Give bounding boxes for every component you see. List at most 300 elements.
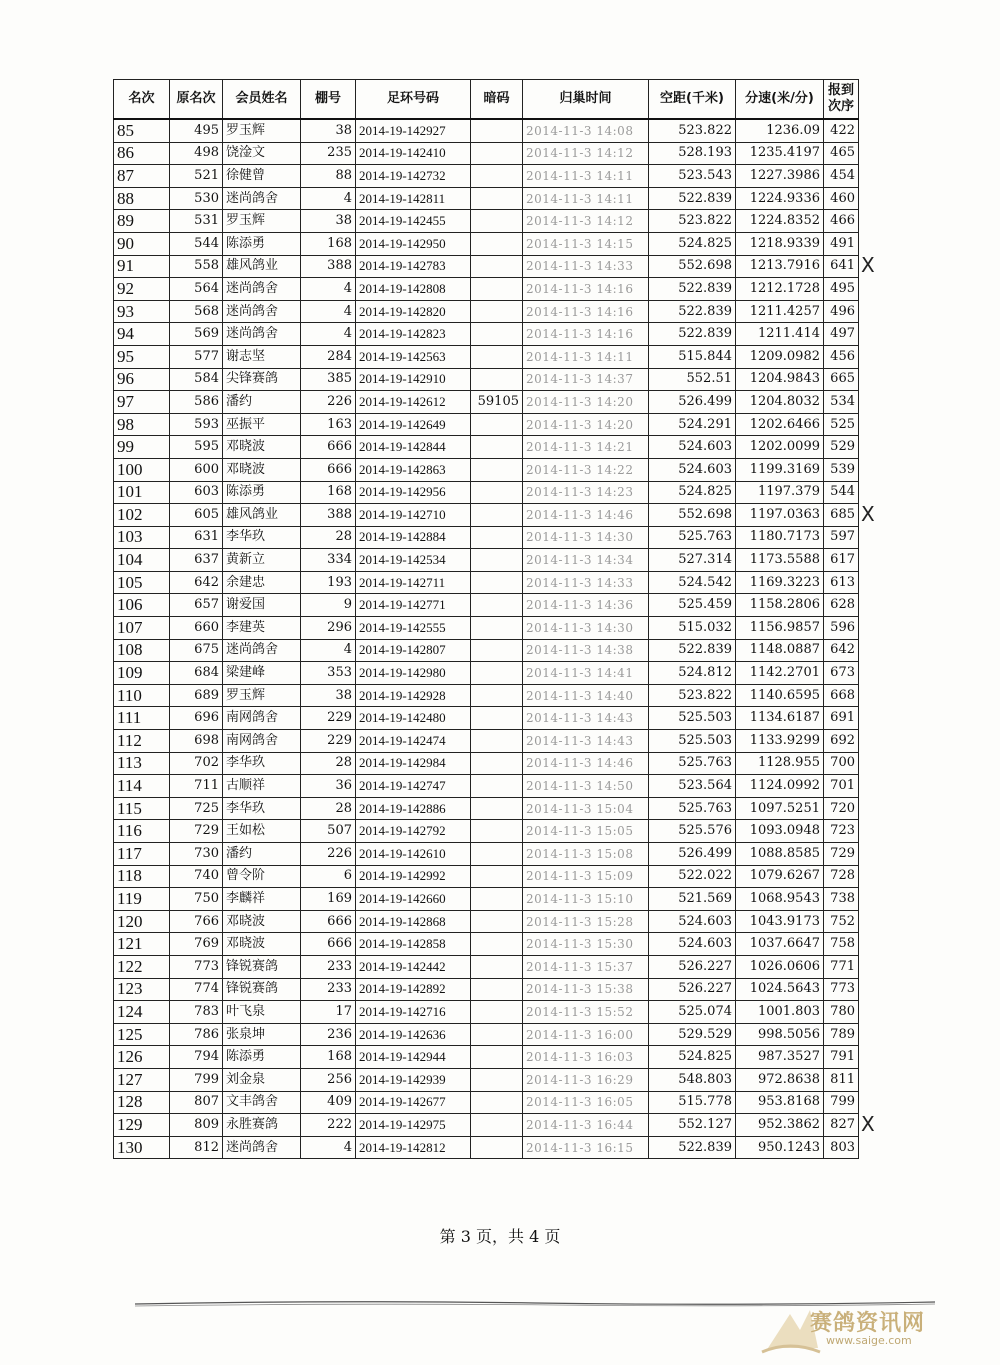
- row-time: 2014-11-3 15:52: [523, 1001, 649, 1024]
- row-rank: 93: [114, 300, 170, 323]
- row-rank: 92: [114, 278, 170, 301]
- row-speed: 1097.5251: [736, 797, 824, 820]
- header-time: 归巢时间: [523, 80, 649, 120]
- row-speed: 1173.5588: [736, 549, 824, 572]
- row-time: 2014-11-3 14:43: [523, 707, 649, 730]
- table-row: [114, 594, 859, 617]
- row-shed: 388: [301, 255, 356, 278]
- row-report: 539: [824, 458, 859, 481]
- row-report: 465: [824, 142, 859, 165]
- row-member: 雄风鸽业: [223, 504, 301, 527]
- table-row: [114, 1136, 859, 1159]
- row-ring: 2014-19-142868: [356, 910, 471, 933]
- row-orig-rank: 544: [170, 232, 223, 255]
- row-rank: 110: [114, 684, 170, 707]
- row-orig-rank: 568: [170, 300, 223, 323]
- row-report: 803: [824, 1136, 859, 1159]
- row-shed: 235: [301, 142, 356, 165]
- row-code: [471, 504, 523, 527]
- row-rank: 96: [114, 368, 170, 391]
- row-orig-rank: 702: [170, 752, 223, 775]
- row-orig-rank: 696: [170, 707, 223, 730]
- row-orig-rank: 498: [170, 142, 223, 165]
- row-distance: 529.529: [649, 1023, 736, 1046]
- row-distance: 525.074: [649, 1001, 736, 1024]
- row-rank: 108: [114, 639, 170, 662]
- row-shed: 666: [301, 436, 356, 459]
- table-row: [114, 210, 859, 233]
- row-rank: 100: [114, 458, 170, 481]
- table-row: [114, 865, 859, 888]
- row-distance: 523.822: [649, 210, 736, 233]
- row-speed: 1043.9173: [736, 910, 824, 933]
- row-distance: 515.844: [649, 345, 736, 368]
- row-rank: 88: [114, 187, 170, 210]
- row-rank: 123: [114, 978, 170, 1001]
- row-member: 南网鸽舍: [223, 707, 301, 730]
- row-report: 827: [824, 1114, 859, 1137]
- row-member: 南网鸽舍: [223, 730, 301, 753]
- row-rank: 104: [114, 549, 170, 572]
- row-ring: 2014-19-142410: [356, 142, 471, 165]
- row-report: 641: [824, 255, 859, 278]
- table-row: [114, 820, 859, 843]
- row-rank: 101: [114, 481, 170, 504]
- row-orig-rank: 605: [170, 504, 223, 527]
- row-shed: 163: [301, 413, 356, 436]
- row-speed: 1068.9543: [736, 888, 824, 911]
- row-orig-rank: 786: [170, 1023, 223, 1046]
- row-distance: 552.127: [649, 1114, 736, 1137]
- row-shed: 229: [301, 730, 356, 753]
- row-orig-rank: 660: [170, 617, 223, 640]
- row-rank: 117: [114, 843, 170, 866]
- row-time: 2014-11-3 14:46: [523, 504, 649, 527]
- row-ring: 2014-19-142610: [356, 843, 471, 866]
- row-member: 曾令阶: [223, 865, 301, 888]
- row-member: 迷尚鸽舍: [223, 187, 301, 210]
- row-ring: 2014-19-142808: [356, 278, 471, 301]
- row-report: 613: [824, 571, 859, 594]
- table-row: [114, 187, 859, 210]
- row-member: 古顺祥: [223, 775, 301, 798]
- header-ring: 足环号码: [356, 80, 471, 120]
- row-shed: 284: [301, 345, 356, 368]
- row-code: [471, 865, 523, 888]
- row-time: 2014-11-3 14:23: [523, 481, 649, 504]
- row-code: [471, 955, 523, 978]
- row-ring: 2014-19-142886: [356, 797, 471, 820]
- row-rank: 99: [114, 436, 170, 459]
- row-code: [471, 413, 523, 436]
- row-shed: 226: [301, 843, 356, 866]
- row-report: 668: [824, 684, 859, 707]
- table-row: [114, 1046, 859, 1069]
- row-code: [471, 526, 523, 549]
- row-speed: 1158.2806: [736, 594, 824, 617]
- row-distance: 522.839: [649, 639, 736, 662]
- header-row: [114, 80, 859, 120]
- row-orig-rank: 766: [170, 910, 223, 933]
- row-speed: 953.8168: [736, 1091, 824, 1114]
- row-shed: 229: [301, 707, 356, 730]
- row-distance: 552.698: [649, 504, 736, 527]
- row-speed: 1213.7916: [736, 255, 824, 278]
- row-report: 771: [824, 955, 859, 978]
- row-shed: 28: [301, 797, 356, 820]
- row-shed: 38: [301, 210, 356, 233]
- row-distance: 552.698: [649, 255, 736, 278]
- table-row: [114, 255, 859, 278]
- row-rank: 119: [114, 888, 170, 911]
- row-time: 2014-11-3 16:03: [523, 1046, 649, 1069]
- row-shed: 4: [301, 187, 356, 210]
- row-distance: 524.603: [649, 910, 736, 933]
- row-time: 2014-11-3 14:50: [523, 775, 649, 798]
- row-shed: 256: [301, 1068, 356, 1091]
- row-speed: 1024.5643: [736, 978, 824, 1001]
- row-ring: 2014-19-142649: [356, 413, 471, 436]
- row-report: 729: [824, 843, 859, 866]
- row-ring: 2014-19-142807: [356, 639, 471, 662]
- row-member: 潘约: [223, 843, 301, 866]
- row-ring: 2014-19-142474: [356, 730, 471, 753]
- row-time: 2014-11-3 14:40: [523, 684, 649, 707]
- row-ring: 2014-19-142863: [356, 458, 471, 481]
- row-shed: 222: [301, 1114, 356, 1137]
- row-member: 雄风鸽业: [223, 255, 301, 278]
- table-row: [114, 458, 859, 481]
- row-ring: 2014-19-142716: [356, 1001, 471, 1024]
- row-distance: 515.778: [649, 1091, 736, 1114]
- row-code: [471, 820, 523, 843]
- row-member: 尖锋赛鸽: [223, 368, 301, 391]
- row-speed: 1235.4197: [736, 142, 824, 165]
- row-distance: 524.603: [649, 458, 736, 481]
- row-distance: 552.51: [649, 368, 736, 391]
- row-distance: 525.503: [649, 730, 736, 753]
- row-rank: 97: [114, 391, 170, 414]
- row-code: [471, 843, 523, 866]
- row-member: 陈添勇: [223, 232, 301, 255]
- row-ring: 2014-19-142950: [356, 232, 471, 255]
- row-time: 2014-11-3 14:30: [523, 526, 649, 549]
- x-mark: X: [861, 501, 875, 526]
- row-orig-rank: 812: [170, 1136, 223, 1159]
- row-distance: 524.603: [649, 436, 736, 459]
- row-speed: 1218.9339: [736, 232, 824, 255]
- row-ring: 2014-19-142555: [356, 617, 471, 640]
- row-orig-rank: 774: [170, 978, 223, 1001]
- row-distance: 525.763: [649, 797, 736, 820]
- row-report: 799: [824, 1091, 859, 1114]
- row-code: [471, 255, 523, 278]
- table-header: [114, 80, 859, 120]
- row-member: 迷尚鸽舍: [223, 300, 301, 323]
- row-report: 422: [824, 119, 859, 142]
- row-ring: 2014-19-142771: [356, 594, 471, 617]
- row-report: 597: [824, 526, 859, 549]
- row-ring: 2014-19-142612: [356, 391, 471, 414]
- row-ring: 2014-19-142980: [356, 662, 471, 685]
- row-orig-rank: 730: [170, 843, 223, 866]
- row-ring: 2014-19-142992: [356, 865, 471, 888]
- row-shed: 169: [301, 888, 356, 911]
- row-ring: 2014-19-142534: [356, 549, 471, 572]
- row-orig-rank: 603: [170, 481, 223, 504]
- row-shed: 38: [301, 119, 356, 142]
- row-shed: 334: [301, 549, 356, 572]
- table-row: [114, 278, 859, 301]
- row-time: 2014-11-3 14:37: [523, 368, 649, 391]
- row-member: 邓晓波: [223, 910, 301, 933]
- row-report: 617: [824, 549, 859, 572]
- row-speed: 1140.6595: [736, 684, 824, 707]
- row-speed: 1169.3223: [736, 571, 824, 594]
- row-member: 饶淦文: [223, 142, 301, 165]
- row-rank: 124: [114, 1001, 170, 1024]
- row-speed: 987.3527: [736, 1046, 824, 1069]
- row-rank: 122: [114, 955, 170, 978]
- row-orig-rank: 684: [170, 662, 223, 685]
- row-orig-rank: 689: [170, 684, 223, 707]
- row-shed: 353: [301, 662, 356, 685]
- row-rank: 115: [114, 797, 170, 820]
- row-report: 495: [824, 278, 859, 301]
- table-row: [114, 142, 859, 165]
- row-member: 李华玖: [223, 797, 301, 820]
- table-row: [114, 300, 859, 323]
- table-row: [114, 639, 859, 662]
- row-code: [471, 571, 523, 594]
- row-ring: 2014-19-142442: [356, 955, 471, 978]
- table-row: [114, 413, 859, 436]
- row-ring: 2014-19-142956: [356, 481, 471, 504]
- row-time: 2014-11-3 14:41: [523, 662, 649, 685]
- table-row: [114, 165, 859, 188]
- row-report: 758: [824, 933, 859, 956]
- row-speed: 1133.9299: [736, 730, 824, 753]
- row-time: 2014-11-3 16:15: [523, 1136, 649, 1159]
- row-rank: 113: [114, 752, 170, 775]
- table-row: [114, 549, 859, 572]
- row-report: 720: [824, 797, 859, 820]
- row-code: [471, 684, 523, 707]
- table-row: [114, 368, 859, 391]
- row-speed: 1197.0363: [736, 504, 824, 527]
- row-code: [471, 1091, 523, 1114]
- table-body: [114, 119, 859, 1159]
- row-shed: 88: [301, 165, 356, 188]
- row-distance: 522.839: [649, 278, 736, 301]
- row-shed: 4: [301, 639, 356, 662]
- row-orig-rank: 593: [170, 413, 223, 436]
- table-row: [114, 345, 859, 368]
- row-code: [471, 119, 523, 142]
- row-distance: 524.542: [649, 571, 736, 594]
- row-rank: 89: [114, 210, 170, 233]
- row-time: 2014-11-3 14:46: [523, 752, 649, 775]
- row-report: 700: [824, 752, 859, 775]
- row-speed: 1199.3169: [736, 458, 824, 481]
- row-rank: 127: [114, 1068, 170, 1091]
- row-orig-rank: 631: [170, 526, 223, 549]
- row-distance: 525.576: [649, 820, 736, 843]
- row-shed: 4: [301, 300, 356, 323]
- row-speed: 1180.7173: [736, 526, 824, 549]
- row-time: 2014-11-3 16:00: [523, 1023, 649, 1046]
- row-speed: 1202.6466: [736, 413, 824, 436]
- row-distance: 524.825: [649, 481, 736, 504]
- row-time: 2014-11-3 15:09: [523, 865, 649, 888]
- table-row: [114, 526, 859, 549]
- row-time: 2014-11-3 15:10: [523, 888, 649, 911]
- row-speed: 972.8638: [736, 1068, 824, 1091]
- row-speed: 1212.1728: [736, 278, 824, 301]
- row-time: 2014-11-3 14:20: [523, 413, 649, 436]
- row-ring: 2014-19-142480: [356, 707, 471, 730]
- row-rank: 87: [114, 165, 170, 188]
- row-speed: 1088.8585: [736, 843, 824, 866]
- row-orig-rank: 558: [170, 255, 223, 278]
- row-report: 692: [824, 730, 859, 753]
- row-code: [471, 1114, 523, 1137]
- row-member: 李建英: [223, 617, 301, 640]
- row-orig-rank: 809: [170, 1114, 223, 1137]
- row-shed: 666: [301, 910, 356, 933]
- table-row: [114, 232, 859, 255]
- row-orig-rank: 600: [170, 458, 223, 481]
- row-report: 525: [824, 413, 859, 436]
- row-orig-rank: 531: [170, 210, 223, 233]
- table-row: [114, 978, 859, 1001]
- row-orig-rank: 595: [170, 436, 223, 459]
- table-row: [114, 910, 859, 933]
- x-mark: X: [861, 253, 875, 278]
- row-member: 罗玉辉: [223, 684, 301, 707]
- row-distance: 522.022: [649, 865, 736, 888]
- row-rank: 129: [114, 1114, 170, 1137]
- row-time: 2014-11-3 14:30: [523, 617, 649, 640]
- row-member: 谢爱国: [223, 594, 301, 617]
- row-code: [471, 1136, 523, 1159]
- row-member: 锋锐赛鸽: [223, 955, 301, 978]
- row-time: 2014-11-3 14:15: [523, 232, 649, 255]
- row-distance: 525.503: [649, 707, 736, 730]
- row-shed: 226: [301, 391, 356, 414]
- table-row: [114, 662, 859, 685]
- row-rank: 130: [114, 1136, 170, 1159]
- row-member: 永胜赛鸽: [223, 1114, 301, 1137]
- row-distance: 524.291: [649, 413, 736, 436]
- row-report: 752: [824, 910, 859, 933]
- row-shed: 168: [301, 481, 356, 504]
- header-report-a: 报到: [827, 83, 854, 98]
- row-shed: 168: [301, 1046, 356, 1069]
- row-code: [471, 639, 523, 662]
- header-report: [824, 80, 859, 120]
- row-speed: 1197.379: [736, 481, 824, 504]
- row-rank: 125: [114, 1023, 170, 1046]
- row-speed: 1224.8352: [736, 210, 824, 233]
- row-distance: 525.763: [649, 526, 736, 549]
- row-ring: 2014-19-142710: [356, 504, 471, 527]
- row-report: 456: [824, 345, 859, 368]
- row-code: 59105: [471, 391, 523, 414]
- row-speed: 1037.6647: [736, 933, 824, 956]
- row-distance: 523.822: [649, 684, 736, 707]
- row-speed: 1134.6187: [736, 707, 824, 730]
- row-speed: 1128.955: [736, 752, 824, 775]
- row-member: 谢志坚: [223, 345, 301, 368]
- row-speed: 998.5056: [736, 1023, 824, 1046]
- table-row: [114, 888, 859, 911]
- row-ring: 2014-19-142636: [356, 1023, 471, 1046]
- row-report: 491: [824, 232, 859, 255]
- row-member: 锋锐赛鸽: [223, 978, 301, 1001]
- row-distance: 522.839: [649, 1136, 736, 1159]
- row-code: [471, 481, 523, 504]
- row-shed: 17: [301, 1001, 356, 1024]
- row-orig-rank: 577: [170, 345, 223, 368]
- row-member: 巫振平: [223, 413, 301, 436]
- row-code: [471, 210, 523, 233]
- row-code: [471, 458, 523, 481]
- row-orig-rank: 495: [170, 119, 223, 142]
- row-member: 张泉坤: [223, 1023, 301, 1046]
- row-report: 529: [824, 436, 859, 459]
- row-code: [471, 232, 523, 255]
- row-report: 685: [824, 504, 859, 527]
- row-member: 迷尚鸽舍: [223, 639, 301, 662]
- row-speed: 1211.414: [736, 323, 824, 346]
- row-rank: 102: [114, 504, 170, 527]
- row-code: [471, 910, 523, 933]
- row-member: 迷尚鸽舍: [223, 278, 301, 301]
- row-time: 2014-11-3 15:28: [523, 910, 649, 933]
- row-member: 邓晓波: [223, 436, 301, 459]
- header-orig-rank: 原名次: [170, 80, 223, 120]
- row-member: 李华玖: [223, 526, 301, 549]
- row-ring: 2014-19-142823: [356, 323, 471, 346]
- row-shed: 388: [301, 504, 356, 527]
- table-row: [114, 571, 859, 594]
- row-time: 2014-11-3 15:05: [523, 820, 649, 843]
- row-distance: 524.812: [649, 662, 736, 685]
- row-report: 596: [824, 617, 859, 640]
- row-report: 811: [824, 1068, 859, 1091]
- row-ring: 2014-19-142939: [356, 1068, 471, 1091]
- row-distance: 525.459: [649, 594, 736, 617]
- row-speed: 1026.0606: [736, 955, 824, 978]
- table-row: [114, 436, 859, 459]
- row-member: 徐健曾: [223, 165, 301, 188]
- row-ring: 2014-19-142812: [356, 1136, 471, 1159]
- header-shed: 棚号: [301, 80, 356, 120]
- row-code: [471, 978, 523, 1001]
- row-report: 728: [824, 865, 859, 888]
- row-member: 潘约: [223, 391, 301, 414]
- table-row: [114, 323, 859, 346]
- row-ring: 2014-19-142844: [356, 436, 471, 459]
- row-code: [471, 1023, 523, 1046]
- table-row: [114, 481, 859, 504]
- row-orig-rank: 750: [170, 888, 223, 911]
- row-shed: 385: [301, 368, 356, 391]
- row-time: 2014-11-3 14:36: [523, 594, 649, 617]
- row-shed: 28: [301, 752, 356, 775]
- row-ring: 2014-19-142928: [356, 684, 471, 707]
